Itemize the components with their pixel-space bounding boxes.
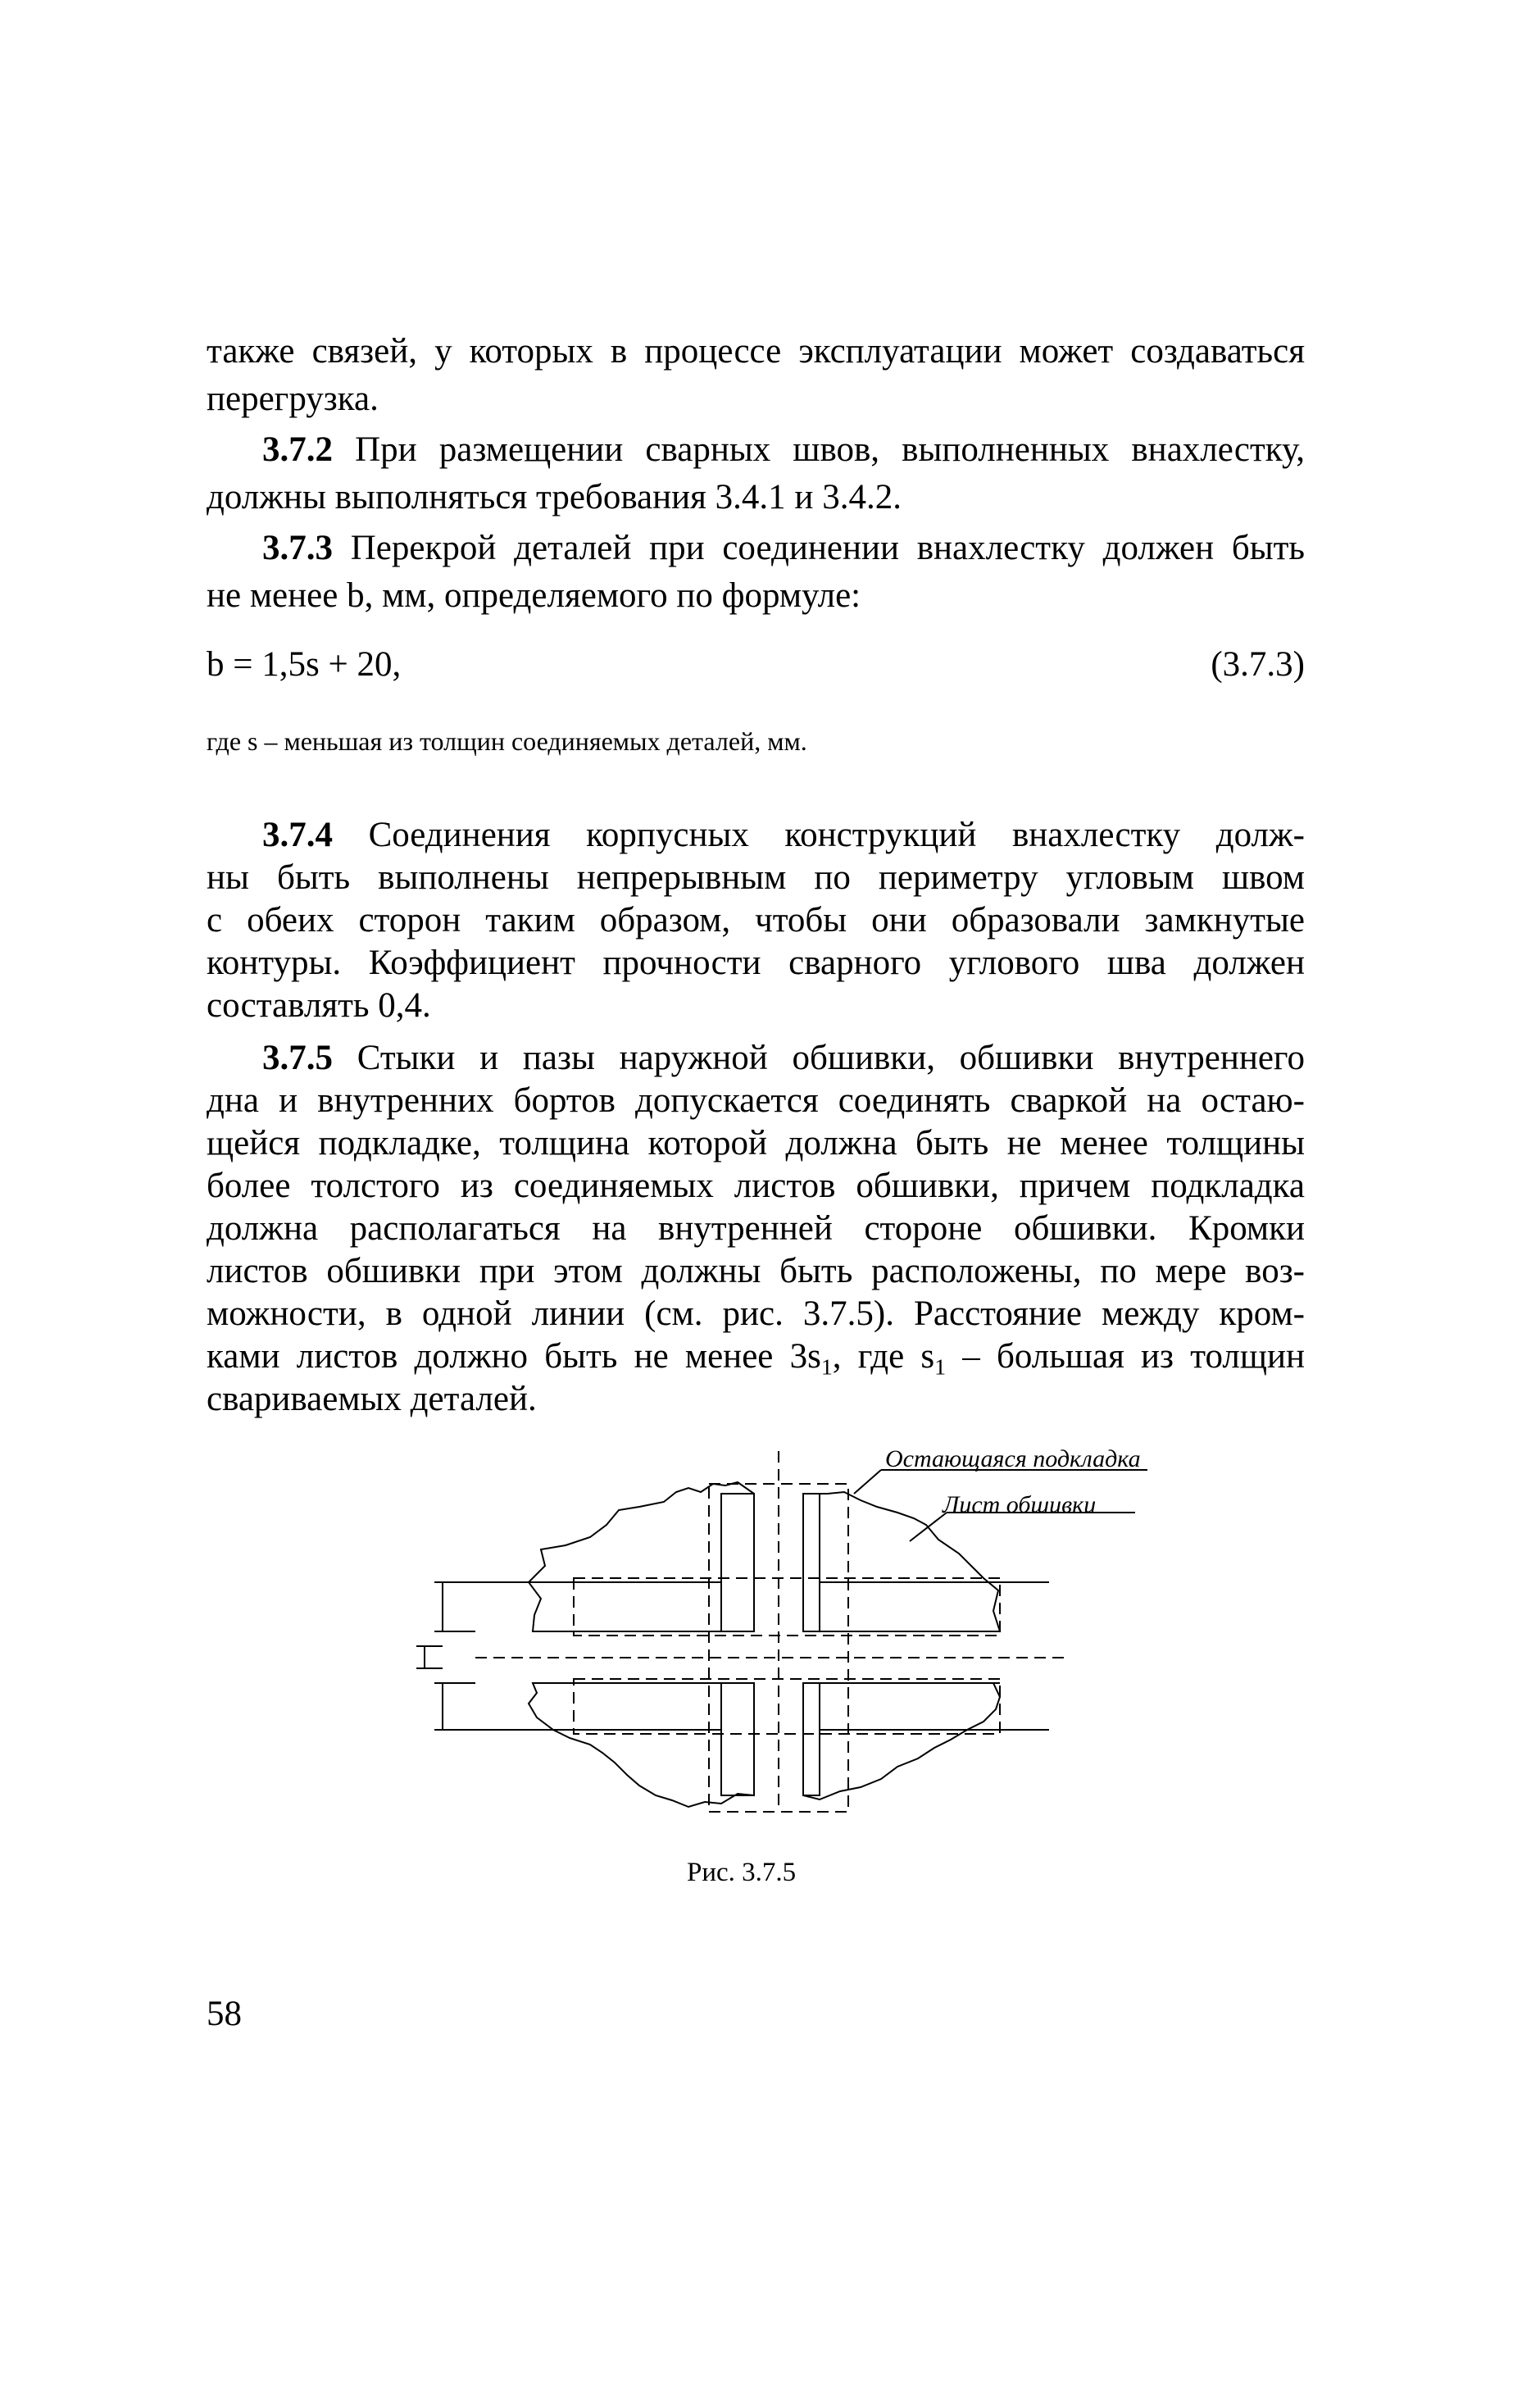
sheet-lower-right bbox=[803, 1683, 1000, 1799]
clause-3-7-4-line-3: с обеих сторон таким образом, чтобы они образовали замкнутые bbox=[207, 901, 1305, 939]
label-backing-strip: Остающаяся подкладка bbox=[885, 1445, 1141, 1472]
clause-3-7-2-line-2: должны выполняться требования 3.4.1 и 3.4.2. bbox=[207, 478, 902, 516]
clause-3-7-5-line-3: щейся подкладке, толщина которой должна быть не менее толщины bbox=[207, 1124, 1305, 1162]
clause-text: При размещении сварных швов, выполненных внахлестку, bbox=[333, 430, 1305, 469]
sheet-edge-vertical bbox=[721, 1683, 754, 1795]
formula-note: где s – меньшая из толщин соединяемых деталей, мм. bbox=[207, 726, 807, 756]
clause-text: Перекрой деталей при соединении внахлестку должен быть bbox=[333, 529, 1305, 567]
clause-number: 3.7.2 bbox=[262, 430, 333, 469]
figure-caption: Рис. 3.7.5 bbox=[687, 1858, 797, 1887]
weld-joint-diagram bbox=[393, 1443, 1147, 1820]
clause-3-7-5-line-8 bbox=[207, 1333, 1305, 1381]
clause-3-7-3-line-2: не менее b, мм, определяемого по формуле: bbox=[207, 576, 861, 615]
clause-3-7-5-line-9: свариваемых деталей. bbox=[207, 1380, 537, 1418]
sheet-upper-left bbox=[529, 1482, 754, 1631]
text-line-2: перегрузка. bbox=[207, 380, 379, 418]
clause-3-7-5-line-6: листов обшивки при этом должны быть расположены, по мере воз- bbox=[207, 1252, 1305, 1290]
clause-3-7-5-line-7: можности, в одной линии (см. рис. 3.7.5). Расстояние между кром- bbox=[207, 1294, 1305, 1333]
leader-line bbox=[854, 1470, 881, 1494]
clause-number: 3.7.5 bbox=[262, 1039, 333, 1077]
sheet-lower-left bbox=[529, 1683, 754, 1807]
backing-strip-horizontal-lower bbox=[574, 1679, 1000, 1734]
subscript: 1 bbox=[934, 1354, 947, 1381]
clause-text: , где s bbox=[832, 1337, 935, 1376]
clause-text: Стыки и пазы наружной обшивки, обшивки внутреннего bbox=[333, 1039, 1305, 1077]
clause-text: ками листов должно быть не менее 3s bbox=[207, 1337, 821, 1376]
subscript: 1 bbox=[820, 1354, 833, 1381]
sheet-edge-vertical bbox=[803, 1494, 820, 1631]
text-line-1: также связей, у которых в процессе эксплуатации может создаваться bbox=[207, 332, 1305, 371]
clause-3-7-3-line-1 bbox=[207, 525, 1305, 572]
clause-number: 3.7.3 bbox=[262, 529, 333, 567]
formula-expression: b = 1,5s + 20, bbox=[207, 645, 402, 684]
clause-3-7-2-line-1 bbox=[207, 426, 1305, 474]
clause-3-7-4-line-4: контуры. Коэффициент прочности сварного углового шва должен bbox=[207, 944, 1305, 982]
clause-3-7-5-line-5: должна располагаться на внутренней стороне обшивки. Кромки bbox=[207, 1209, 1305, 1248]
formula-number: (3.7.3) bbox=[1211, 645, 1305, 684]
backing-strip-horizontal-upper bbox=[574, 1578, 1000, 1636]
clause-3-7-5-line-2: дна и внутренних бортов допускается соединять сваркой на остаю- bbox=[207, 1081, 1305, 1120]
clause-3-7-5-line-1 bbox=[207, 1035, 1305, 1082]
clause-number: 3.7.4 bbox=[262, 816, 333, 854]
clause-3-7-5-line-4: более толстого из соединяемых листов обшивки, причем подкладка bbox=[207, 1167, 1305, 1205]
sheet-edge-vertical bbox=[803, 1683, 820, 1795]
label-hull-sheet: Лист обшивки bbox=[943, 1491, 1097, 1518]
sheet-edge-vertical bbox=[721, 1494, 754, 1631]
clause-3-7-4-line-1 bbox=[207, 812, 1305, 859]
page-number: 58 bbox=[207, 1995, 242, 2033]
clause-text: – большая из толщин bbox=[946, 1337, 1305, 1376]
clause-3-7-4-line-5: составлять 0,4. bbox=[207, 986, 431, 1025]
clause-text: Соединения корпусных конструкций внахлестку долж- bbox=[333, 816, 1305, 854]
clause-3-7-4-line-2: ны быть выполнены непрерывным по периметру угловым швом bbox=[207, 858, 1305, 897]
